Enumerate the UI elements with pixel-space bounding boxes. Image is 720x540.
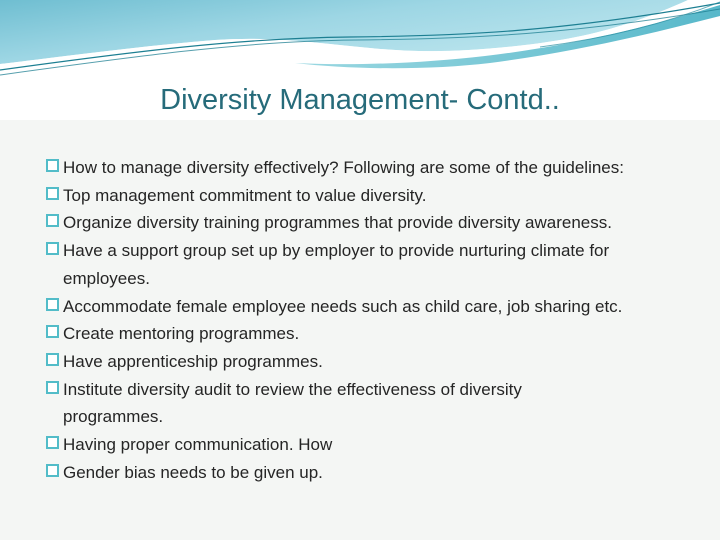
bullet-text-line: Create mentoring programmes. (63, 324, 300, 344)
checkbox-bullet-icon (46, 187, 59, 200)
checkbox-bullet-icon (46, 159, 59, 172)
bullet-text-line: How to manage diversity effectively? Following are some of the guidelines: (63, 158, 624, 177)
bullet-text-line: Have apprenticeship programmes. (63, 351, 323, 371)
checkbox-bullet-icon (46, 214, 59, 227)
bullet-item (46, 459, 706, 487)
bullet-text (63, 209, 706, 237)
bullet-text-line: Top management commitment to value diversity. (63, 185, 427, 205)
checkbox-bullet-icon (46, 242, 59, 255)
bullet-list (46, 154, 706, 486)
checkbox-bullet-icon (46, 353, 59, 366)
bullet-item (46, 431, 706, 459)
bullet-text-line: Having proper communication. How (63, 435, 333, 455)
bullet-text-line: Institute diversity audit to review the effectiveness of diversity (63, 379, 522, 399)
slide-body (46, 154, 706, 486)
bullet-text-line: Organize diversity training programmes that provide diversity awareness. (63, 213, 612, 233)
bullet-text-line: Accommodate female employee needs such as child care, job sharing etc. (63, 296, 623, 316)
bullet-text (63, 431, 706, 459)
bullet-item (46, 293, 706, 321)
bullet-item (46, 376, 706, 431)
checkbox-bullet-icon (46, 298, 59, 311)
checkbox-bullet-icon (46, 464, 59, 477)
bullet-text (63, 459, 706, 487)
bullet-text (63, 237, 706, 292)
bullet-text-line: Gender bias needs to be given up. (63, 462, 323, 482)
bullet-item (46, 182, 706, 210)
checkbox-bullet-icon (46, 381, 59, 394)
bullet-item (46, 209, 706, 237)
bullet-text (63, 182, 706, 210)
bullet-item (46, 154, 706, 182)
bullet-item (46, 237, 706, 292)
checkbox-bullet-icon (46, 436, 59, 449)
bullet-text-line: employees. (63, 268, 150, 288)
bullet-text-line: Have a support group set up by employer to provide nurturing climate for (63, 241, 610, 261)
bullet-text (63, 320, 706, 348)
bullet-item (46, 348, 706, 376)
slide-title: Diversity Management- Contd.. (160, 84, 560, 116)
bullet-text (63, 348, 706, 376)
bullet-text (63, 376, 706, 431)
bullet-text-line: programmes. (63, 407, 164, 427)
checkbox-bullet-icon (46, 325, 59, 338)
bullet-text (63, 154, 706, 182)
bullet-item (46, 320, 706, 348)
bullet-text (63, 293, 706, 321)
